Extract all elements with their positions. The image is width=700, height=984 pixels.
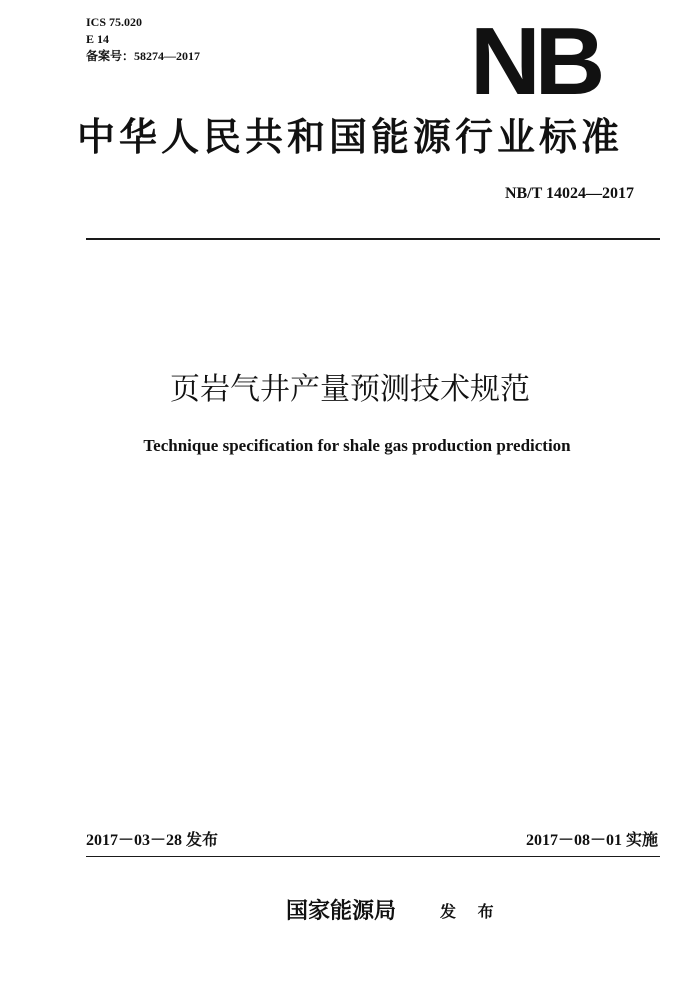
nb-logo: NB (470, 8, 600, 115)
document-title-chinese: 页岩气井产量预测技术规范 (170, 372, 530, 407)
ccs-code: E 14 (86, 32, 110, 46)
top-divider (86, 238, 660, 240)
ics-code: ICS 75.020 (86, 15, 143, 29)
bottom-divider (86, 856, 660, 857)
classification-block (86, 14, 200, 65)
implementation-date: 2017－08－01 实施 (525, 832, 658, 849)
publish-label: 发 布 (440, 902, 502, 921)
standard-authority-title: 中华人民共和国能源行业标准 (76, 114, 623, 159)
standard-number: NB/T 14024—2017 (504, 185, 634, 202)
document-title-english: Technique specification for shale gas production prediction (143, 436, 571, 455)
record-number: 备案号：58274—2017 (86, 49, 201, 63)
issue-date: 2017－03－28 发布 (86, 832, 219, 849)
publisher-name: 国家能源局 (286, 898, 397, 924)
